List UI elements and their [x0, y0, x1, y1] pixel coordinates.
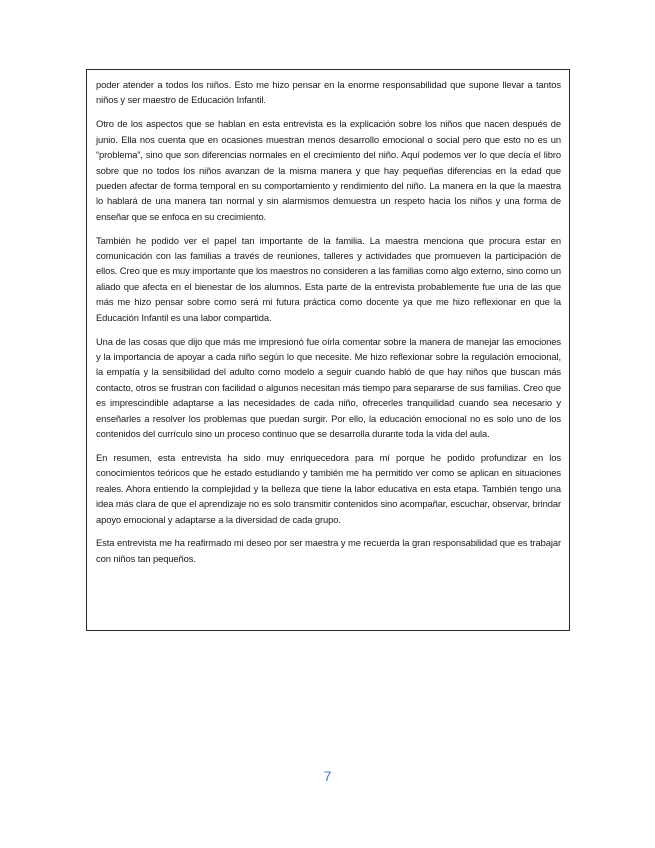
paragraph-emotional-management: Una de las cosas que dijo que más me impresionó fue oírla comentar sobre la manera de manejar las emociones y la importancia de apoyar a cada niño según lo que necesite. Me hizo reflexionar sobre la regulación emocional, la empatía y la sensibilidad del adulto como modelo a seguir cuando habló de que hay niños que buscan más contacto, otros se frustran con facilidad o algunos necesitan más tiempo para separarse de sus familias. Creo que es imprescindible adaptarse a las necesidades de cada niño, ofrecerles tranquilidad cuando sea necesario y enseñarles a resolver los problemas que puedan surgir. Por ello, la educación emocional no es solo uno de los contenidos del currículo sino un proceso continuo que se desarrolla durante toda la vida del aula. [96, 335, 561, 440]
page-number: 7 [323, 768, 332, 784]
paragraph-closing: Esta entrevista me ha reafirmado mi deseo por ser maestra y me recuerda la gran responsabilidad que es trabajar con niños tan pequeños. [96, 537, 561, 564]
paragraph-intro-continuation: poder atender a todos los niños. Esto me hizo pensar en la enorme responsabilidad que supone llevar a tantos niños y ser maestro de Educación Infantil. [96, 79, 561, 106]
paragraph-children-born-after-june: Otro de los aspectos que se hablan en esta entrevista es la explicación sobre los niños que nacen después de junio. Ella nos cuenta que en ocasiones muestran menos desarrollo emocional o social pero que esto no es un “problema”, sino que son diferencias normales en el crecimiento del niño. Aquí podemos ver lo que decía el libro sobre que no todos los niños avanzan de la misma manera y que hay pequeñas diferencias en la edad que pueden afectar de forma temporal en su comportamiento y rendimiento del niño. La manera en la que la maestra lo hablará de una manera tan normal y sin alarmismos demuestra un respeto hacia los niños y una forma de enseñar que se enfoca en su crecimiento. [96, 118, 561, 222]
paragraph-summary: En resumen, esta entrevista ha sido muy enriquecedora para mí porque he podido profundizar en los conocimientos teóricos que he estado estudiando y también me ha permitido ver como se aplican en situaciones reales. Ahora entiendo la complejidad y la belleza que tiene la labor educativa en esta etapa. También tengo una idea más clara de que el aprendizaje no es solo transmitir contenidos sino acompañar, escuchar, observar, brindar apoyo emocional y adaptarse a la diversidad de cada grupo. [96, 451, 561, 525]
bordered-text-box [86, 69, 570, 631]
paragraph-family-role: También he podido ver el papel tan importante de la familia. La maestra menciona que procura estar en comunicación con las familias a través de reuniones, talleres y actividades que promueven la participación de ellos. Creo que es muy importante que los maestros no consideren a las familias como algo externo, sino como un aliado que afecta en el bienestar de los alumnos. Esta parte de la entrevista probablemente fue una de las que más me hizo pensar sobre como será mi futura práctica como docente ya que me hizo reflexionar en que la Educación Infantil es una labor compartida. [96, 234, 561, 323]
